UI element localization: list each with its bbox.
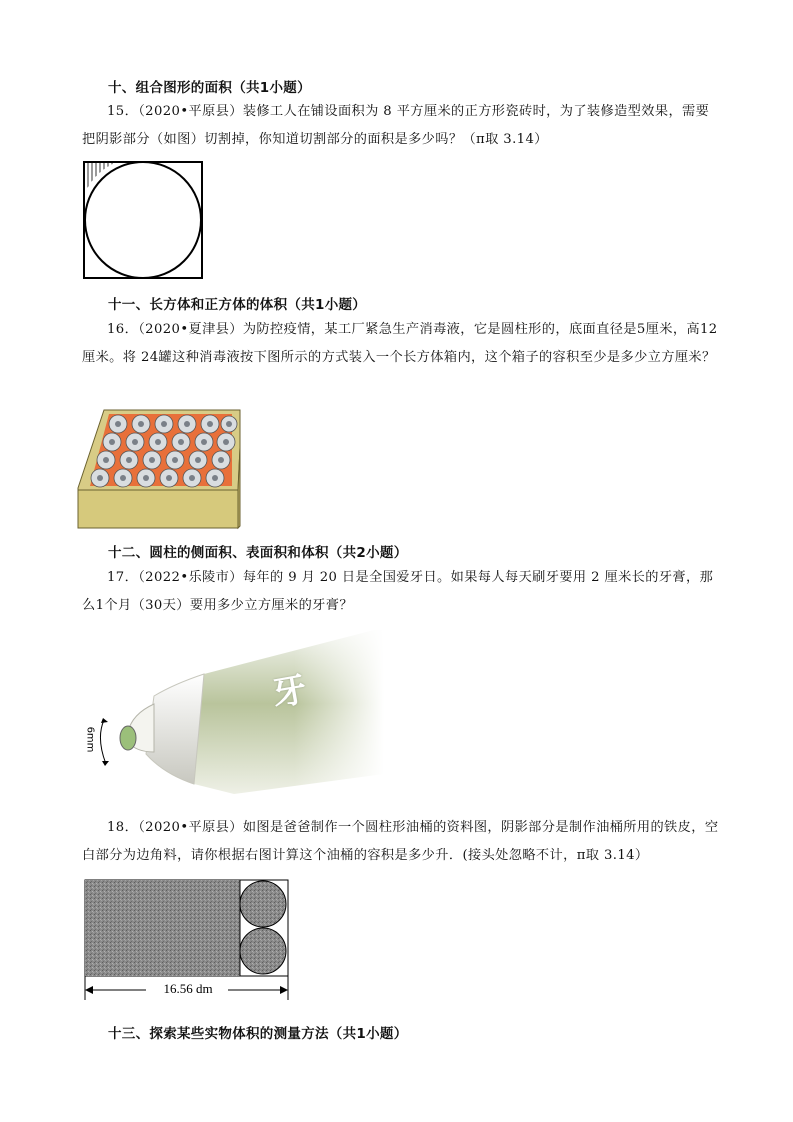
tube-label: 牙 [269, 669, 310, 715]
problem-16-figure [76, 408, 242, 534]
problem-17-text: 17．（2022•乐陵市）每年的 9 月 20 日是全国爱牙日。如果每人每天刷牙要用 2 厘米长的牙膏，那么1个月（30天）要用多少立方厘米的牙膏？ [82, 570, 714, 613]
problem-18-text: 18．（2020•平原县）如图是爸爸制作一个圆柱形油桶的资料图，阴影部分是制作油桶所用的铁皮，空白部分为边角料，请你根据右图计算这个油桶的容积是多少升．(接头处忽略不计，π取 3.14） [82, 820, 719, 863]
section-heading-13: 十三、探索某些实物体积的测量方法（共1小题） [108, 1026, 408, 1042]
nozzle-diameter-label: 6mm [84, 726, 96, 753]
problem-17-figure [84, 624, 384, 794]
section-heading-10: 十、组合图形的面积（共1小题） [108, 80, 311, 96]
problem-18-figure [82, 878, 294, 1004]
length-label: 16.56 dm [163, 981, 213, 996]
section-heading-11: 十一、长方体和正方体的体积（共1小题） [108, 297, 367, 313]
problem-16-text: 16．（2020•夏津县）为防控疫情，某工厂紧急生产消毒液，它是圆柱形的，底面直径是5厘米，高12厘米。将 24罐这种消毒液按下图所示的方式装入一个长方体箱内，这个箱子的容积至少是多少立方厘米？ [82, 322, 718, 365]
section-heading-12: 十二、圆柱的侧面积、表面积和体积（共2小题） [108, 545, 408, 561]
problem-15-text: 15．（2020•平原县）装修工人在铺设面积为 8 平方厘米的正方形瓷砖时，为了装修造型效果，需要把阴影部分（如图）切割掉，你知道切割部分的面积是多少吗？（π取 3.14） [82, 104, 710, 147]
problem-15-figure [82, 160, 206, 284]
